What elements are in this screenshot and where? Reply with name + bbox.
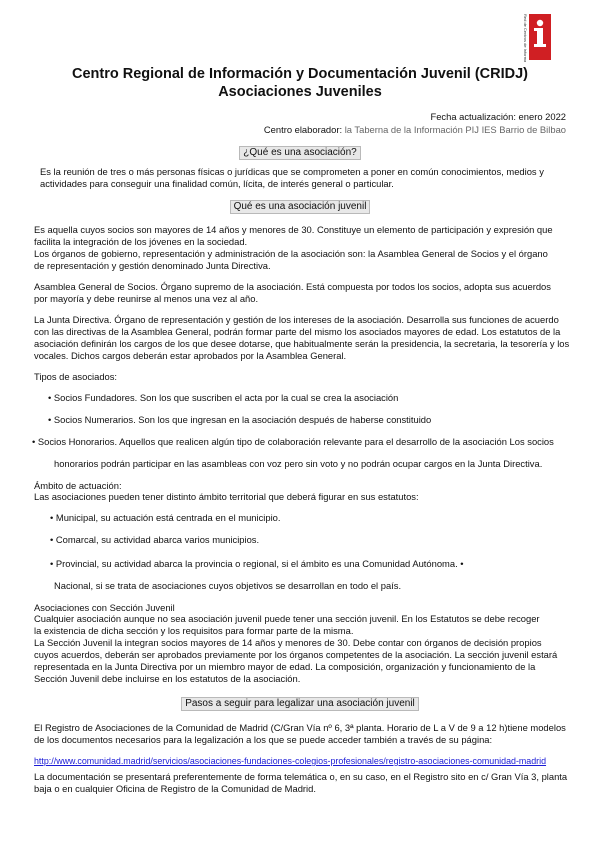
text-line: El Registro de Asociaciones de la Comunidad de Madrid (C/Gran Vía nº 6, 3ª planta. Horario de L a V de 9 a 12 h)tiene modelos — [34, 722, 566, 733]
update-date: Fecha actualización: enero 2022 — [430, 111, 566, 122]
text-line: facilita la integración de los jóvenes en la sociedad. — [34, 236, 248, 247]
text-line: vocales. Dichos cargos deberán estar aprobados por la Asamblea General. — [34, 350, 347, 361]
documentacion-para — [34, 771, 570, 795]
text-line: con las directivas de la Asamblea General, podrán formar parte del mismo los asociados mayores de edad. Los estatutos de la — [34, 326, 561, 337]
page-subtitle: Asociaciones Juveniles — [218, 84, 382, 100]
juvenil-para — [34, 224, 570, 272]
ambito-municipal: • Municipal, su actuación está centrada en el municipio. — [50, 512, 281, 523]
author-value: la Taberna de la Información PIJ IES Barrio de Bilbao — [344, 124, 566, 135]
text-line: por mayoría y debe reunirse al menos una vez al año. — [34, 293, 259, 304]
text-line: Los órganos de gobierno, representación y administración de la asociación son: la Asamblea General de Socios y el órgano — [34, 248, 548, 259]
section-header-juvenil: Qué es una asociación juvenil — [0, 200, 600, 214]
author-center — [264, 124, 566, 135]
registro-url[interactable]: http://www.comunidad.madrid/servicios/asociaciones-fundaciones-colegios-profesionales/registro-asociaciones-comunidad-madrid — [34, 756, 547, 766]
asamblea-para — [34, 281, 570, 305]
tipo-honorarios: • Socios Honorarios. Aquellos que realicen algún tipo de colaboración relevante para el desarrollo de la asociación Los socios — [32, 436, 554, 447]
text-line: asociación definirán los cargos de los que desee dotarse, que habitualmente serán la presidencia, la secretaria, la tesorería y los — [34, 338, 570, 349]
text-line: la existencia de dicha sección y los requisitos para formar parte de la misma. — [34, 625, 354, 636]
cij-logo — [518, 12, 552, 62]
junta-para — [34, 314, 570, 362]
author-label: Centro elaborador: — [263, 124, 343, 135]
logo-vertical-text: Red de Centros de Información Juvenil — [523, 14, 528, 62]
text-line: Es la reunión de tres o más personas físicas o jurídicas que se comprometen a poner en común conocimientos, medios y — [40, 166, 544, 177]
section-header-pasos: Pasos a seguir para legalizar una asociación juvenil — [0, 697, 600, 711]
tipo-fundadores: • Socios Fundadores. Son los que suscriben el acta por la cual se crea la asociación — [48, 392, 399, 403]
ambito-intro: Las asociaciones pueden tener distinto ámbito territorial que deberá figurar en sus estatutos: — [34, 491, 419, 502]
text-line: cuyos acuerdos, deberán ser aprobados previamente por los órganos competentes de la asociación. La sección juvenil estará — [34, 649, 558, 660]
section-header-asociacion: ¿Qué es una asociación? — [0, 146, 600, 160]
text-line: representada en la Junta Directiva por un miembro mayor de edad. La composición, organización y funcionamiento de la — [34, 661, 536, 672]
text-line: La Sección Juvenil la integran socios mayores de 14 años y menores de 30. Debe contar con órganos de decisión propios — [34, 637, 542, 648]
text-line: Sección Juvenil debe incluirse en los estatutos de la asociación. — [34, 673, 301, 684]
text-line: Cualquier asociación aunque no sea asociación juvenil puede tener una sección juvenil. En los Estatutos se debe recoger — [34, 613, 540, 624]
ambito-heading: Ámbito de actuación: — [34, 480, 122, 491]
text-line: Asamblea General de Socios. Órgano supremo de la asociación. Está compuesta por todos los socios, adopta sus acuerdos — [34, 281, 551, 292]
page-title: Centro Regional de Información y Documentación Juvenil (CRIDJ) — [71, 66, 528, 82]
text-line: Es aquella cuyos socios son mayores de 14 años y menores de 30. Constituye un elemento de participación y expresión que — [34, 224, 553, 235]
ambito-nacional: Nacional, si se trata de asociaciones cuyos objetivos se desarrollan en todo el país. — [54, 580, 402, 591]
tipos-heading: Tipos de asociados: — [34, 371, 118, 382]
text-line: de los documentos necesarios para la legalización a los que se puede acceder también a través de su página: — [34, 734, 493, 745]
text-line: de representación y gestión denominado Junta Directiva. — [34, 260, 271, 271]
text-line: actividades para conseguir una finalidad común, lícita, de interés general o particular. — [40, 178, 394, 189]
text-line: baja o en cualquier Oficina de Registro de la Comunidad de Madrid. — [34, 783, 316, 794]
tipo-honorarios-cont: honorarios podrán participar en las asambleas con voz pero sin voto y no podrán ocupar cargos en la Junta Directiva. — [54, 458, 543, 469]
seccion-heading: Asociaciones con Sección Juvenil — [34, 602, 175, 613]
ambito-provincial: • Provincial, su actividad abarca la provincia o regional, si el ámbito es una Comunidad Autónoma. • — [50, 558, 464, 569]
tipo-numerarios: • Socios Numerarios. Son los que ingresan en la asociación después de haberse constituido — [48, 414, 432, 425]
registro-link[interactable] — [34, 755, 594, 767]
registro-para — [34, 722, 570, 746]
seccion-para — [34, 613, 570, 685]
text-line: La Junta Directiva. Órgano de representación y gestión de los intereses de la asociación. Desarrolla sus funciones de acuerdo — [34, 314, 559, 325]
text-line: La documentación se presentará preferentemente de forma telemática o, en su caso, en el Registro sito en c/ Gran Vía 3, planta — [34, 771, 568, 782]
ambito-comarcal: • Comarcal, su actividad abarca varios municipios. — [50, 534, 260, 545]
definition-para — [40, 166, 576, 190]
